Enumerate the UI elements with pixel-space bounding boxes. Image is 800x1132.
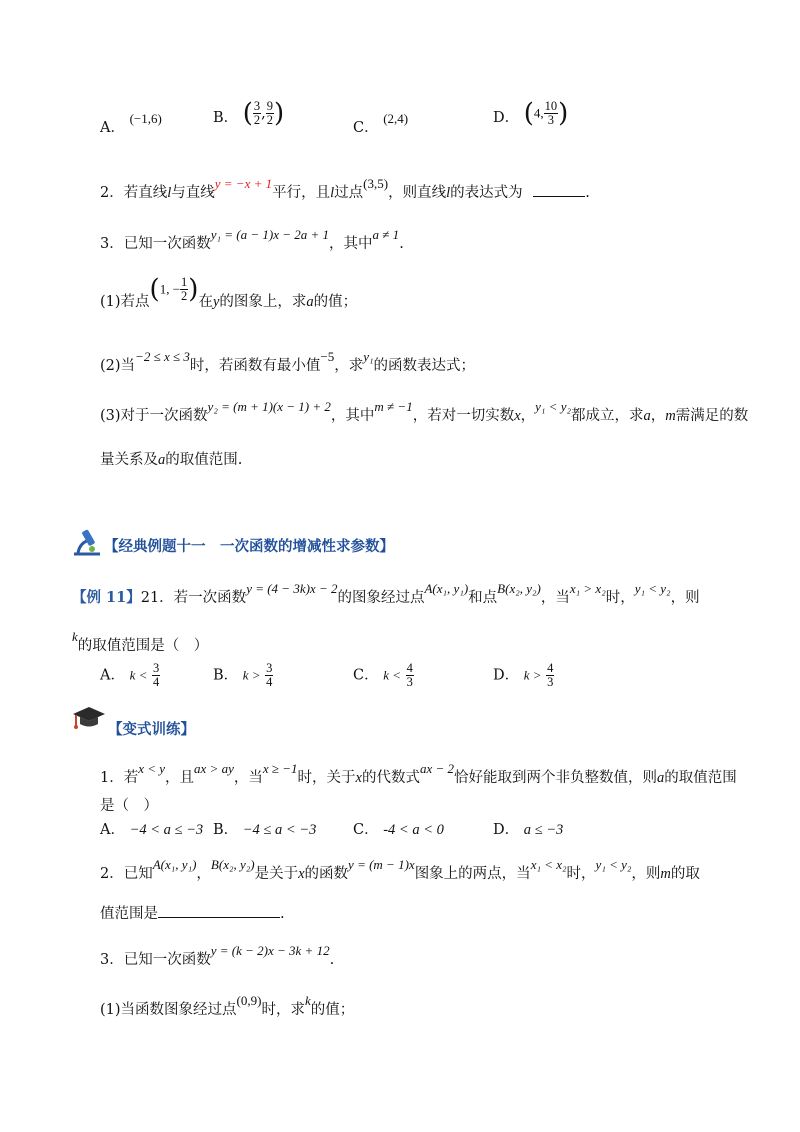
text: ，若对一切实数 [412, 408, 515, 424]
text: 的代数式 [361, 770, 420, 786]
question-3-part-2 [100, 349, 475, 375]
frac-den: 2 [253, 113, 261, 127]
variant-2-cont [100, 902, 285, 923]
math-equation: y = (m − 1)x [348, 857, 415, 872]
text: . [280, 906, 285, 922]
question-3 [100, 227, 404, 253]
math: m [665, 408, 676, 424]
text: 是关于 [254, 866, 299, 882]
text: 在 [198, 293, 213, 310]
ex11-option-b [213, 662, 273, 689]
math: x [514, 408, 521, 424]
math: m [660, 866, 671, 882]
math: l [330, 185, 335, 201]
option-value: −4 < a ≤ −3 [129, 822, 204, 838]
text: 需满足的数 [675, 408, 749, 424]
math: x₁ > x₂ [569, 581, 606, 596]
text: 时，若函数有最小值 [189, 358, 321, 374]
frac-num: 1 [181, 275, 188, 289]
text: ，当 [233, 770, 263, 786]
answer-blank[interactable] [158, 916, 280, 918]
text: 的取值范围 [664, 770, 737, 786]
math: x₁ < x₂ [530, 857, 567, 872]
question-number: 3． [100, 952, 124, 968]
question-number: 2． [100, 866, 124, 882]
v1-option-a [100, 818, 203, 839]
text: 的取值范围. [165, 452, 243, 468]
math: l [446, 185, 451, 201]
math: k [304, 993, 311, 1008]
text: 恰好能取到两个非负整数值，则 [454, 770, 658, 786]
text: 过点 [334, 185, 364, 201]
question-number: 1． [100, 770, 124, 786]
text: ，其中 [330, 408, 375, 424]
math: ax > ay [194, 761, 234, 776]
variant-1-cont: 是（ ） [100, 798, 158, 814]
microscope-icon [70, 528, 104, 560]
math-equation: y₂ = (m + 1)(x − 1) + 2 [207, 399, 331, 414]
math-equation: y₁ = (a − 1)x − 2a + 1 [210, 227, 330, 242]
option-label: B． [213, 822, 239, 838]
frac-den: 3 [547, 675, 554, 689]
math: x < y [138, 761, 166, 776]
question-2 [100, 176, 590, 202]
text: 时， [605, 590, 635, 606]
variant-training-heading: 【变式训练】 [108, 721, 195, 738]
option-label: C． [353, 822, 379, 838]
text: 时， [566, 866, 596, 882]
text: 图象上的两点，当 [414, 866, 531, 882]
math-equation: y = (k − 2)x − 3k + 12 [210, 943, 330, 958]
v1-option-c [353, 818, 444, 839]
math: y₁ [363, 349, 374, 364]
text: 已知一次函数 [123, 236, 211, 252]
math-point: (0,9) [236, 993, 262, 1008]
text: ，且 [165, 770, 195, 786]
variant-2 [100, 857, 700, 883]
text: . [329, 952, 335, 968]
math-equation: y = (4 − 3k)x − 2 [246, 581, 338, 596]
math: x ≥ −1 [262, 761, 298, 776]
math-condition: m ≠ −1 [374, 399, 413, 414]
question-3-part-1: (1)若点(1, − $\frac{1}{2}$ )在y的图象上，求a的值； [100, 274, 358, 310]
math: a [306, 293, 314, 310]
frac-num: 3 [253, 99, 261, 113]
text: ， [196, 866, 211, 882]
text: 的值； [313, 293, 358, 310]
math: k > [523, 667, 542, 683]
math: y₁ < y₂ [535, 399, 571, 414]
text: ，求 [334, 358, 364, 374]
math: −5 [320, 349, 335, 364]
option-value: −4 ≤ a < −3 [242, 822, 317, 838]
frac-den: 2 [266, 113, 274, 127]
option-label: C． [353, 120, 379, 136]
text: 时，求 [261, 1002, 305, 1018]
graduation-cap-icon [72, 704, 106, 736]
math: y [212, 293, 220, 310]
frac-den: 3 [406, 675, 413, 689]
question-number: 2． [100, 185, 124, 201]
text: ， [650, 408, 666, 424]
math: k > [242, 667, 261, 683]
ex11-option-c [353, 662, 414, 689]
text: 时，关于 [297, 770, 356, 786]
text: 的图象经过点 [337, 590, 425, 606]
text: ，当 [540, 590, 570, 606]
text: 的取值范围是（ ） [77, 638, 209, 654]
option-label: B． [213, 667, 239, 684]
text: (3)对于一次函数 [100, 408, 208, 424]
q1-option-c [353, 111, 409, 137]
option-label: D． [493, 109, 520, 126]
option-label: C． [353, 667, 379, 684]
option-value: a ≤ −3 [523, 822, 564, 838]
math-condition: a ≠ 1 [372, 227, 400, 242]
text: 的函数 [304, 866, 349, 882]
math-range: −2 ≤ x ≤ 3 [135, 349, 190, 364]
math-point: B(x₂, y₂) [210, 857, 255, 872]
math: ax − 2 [419, 761, 455, 776]
text: 量关系及 [100, 452, 158, 468]
text: 与直线 [171, 185, 215, 201]
text: ，则 [631, 866, 661, 882]
math: x [355, 770, 362, 786]
example-11-cont [72, 629, 209, 655]
math-point: B(x₂, y₂) [497, 581, 541, 596]
ex11-option-a [100, 662, 160, 689]
text: 都成立，求 [571, 408, 644, 424]
text: . [399, 236, 404, 252]
example-11 [72, 581, 700, 607]
option-value: 4, [533, 105, 544, 121]
frac-den: 4 [266, 675, 273, 689]
text: 已知一次函数 [123, 952, 211, 968]
text: 的取 [670, 866, 700, 882]
section-heading-11: 【经典例题十一 一次函数的增减性求参数】 [104, 538, 394, 555]
text: ，则 [670, 590, 700, 606]
math-point: A(x₁, y₁) [424, 581, 469, 596]
text: 的表达式为 [450, 185, 523, 201]
question-3-part-3-cont [100, 448, 242, 469]
question-3-part-3 [100, 399, 749, 425]
variant-3-part-1 [100, 993, 355, 1019]
option-value: (2,4) [383, 111, 409, 126]
option-label: D． [493, 822, 520, 838]
ex11-option-d [493, 662, 554, 689]
variant-1 [100, 761, 737, 787]
math-point: A(x₁, y₁) [152, 857, 197, 872]
frac-den: 2 [181, 289, 188, 303]
text: 21．若一次函数 [140, 590, 247, 606]
frac-num: 9 [266, 99, 274, 113]
text: ， [520, 408, 536, 424]
example-tag: 【例 11】 [72, 589, 141, 606]
text: 的值； [310, 1002, 355, 1018]
v1-option-b [213, 818, 316, 839]
text: 的图象上，求 [219, 293, 307, 310]
frac-den: 4 [153, 675, 160, 689]
text: 值范围是 [100, 906, 158, 922]
math-equation: y = −x + 1 [214, 176, 273, 191]
math: y₁ < y₂ [595, 857, 632, 872]
q1-option-d: D． (4, $\frac{10}{3}$ ) [493, 98, 569, 129]
text: ，其中 [329, 236, 373, 252]
math: 1, − [159, 281, 181, 297]
answer-blank[interactable] [533, 195, 585, 197]
frac-num: 3 [153, 661, 160, 675]
math: x [298, 866, 305, 882]
text: . [585, 185, 590, 201]
math: l [167, 185, 172, 201]
text: 若直线 [123, 185, 168, 201]
q1-option-b: B． ( $\frac{3}{2}$ , $\frac{9}{2}$ ) [213, 98, 285, 129]
v1-option-d [493, 818, 563, 839]
option-label: A． [100, 667, 125, 684]
q1-option-a [100, 111, 162, 137]
text: 平行，且 [272, 185, 331, 201]
math: k [72, 629, 78, 644]
text: ，则直线 [388, 185, 447, 201]
text: 已知 [123, 866, 153, 882]
math: k < [383, 667, 402, 683]
option-value: (−1,6) [129, 111, 162, 126]
option-label: A． [100, 822, 125, 838]
text: (1)若点 [100, 293, 150, 310]
text: 若 [123, 770, 139, 786]
frac-num: 4 [547, 661, 554, 675]
math: a [158, 452, 166, 468]
option-label: B． [213, 109, 239, 126]
frac-num: 10 [544, 99, 558, 113]
option-label: D． [493, 667, 520, 684]
text: 的函数表达式； [373, 358, 475, 374]
text: (1)当函数图象经过点 [100, 1002, 237, 1018]
frac-den: 3 [547, 113, 555, 127]
math-point: (3,5) [363, 176, 389, 191]
option-value: -4 < a < 0 [383, 822, 444, 838]
math: k < [129, 667, 148, 683]
frac-num: 3 [266, 661, 273, 675]
math: a [643, 408, 651, 424]
variant-3 [100, 943, 335, 969]
math: y₁ < y₂ [634, 581, 671, 596]
question-number: 3． [100, 236, 124, 252]
frac-num: 4 [406, 661, 413, 675]
option-label: A． [100, 120, 125, 136]
math: a [657, 770, 665, 786]
text: (2)当 [100, 358, 136, 374]
text: 和点 [468, 590, 498, 606]
